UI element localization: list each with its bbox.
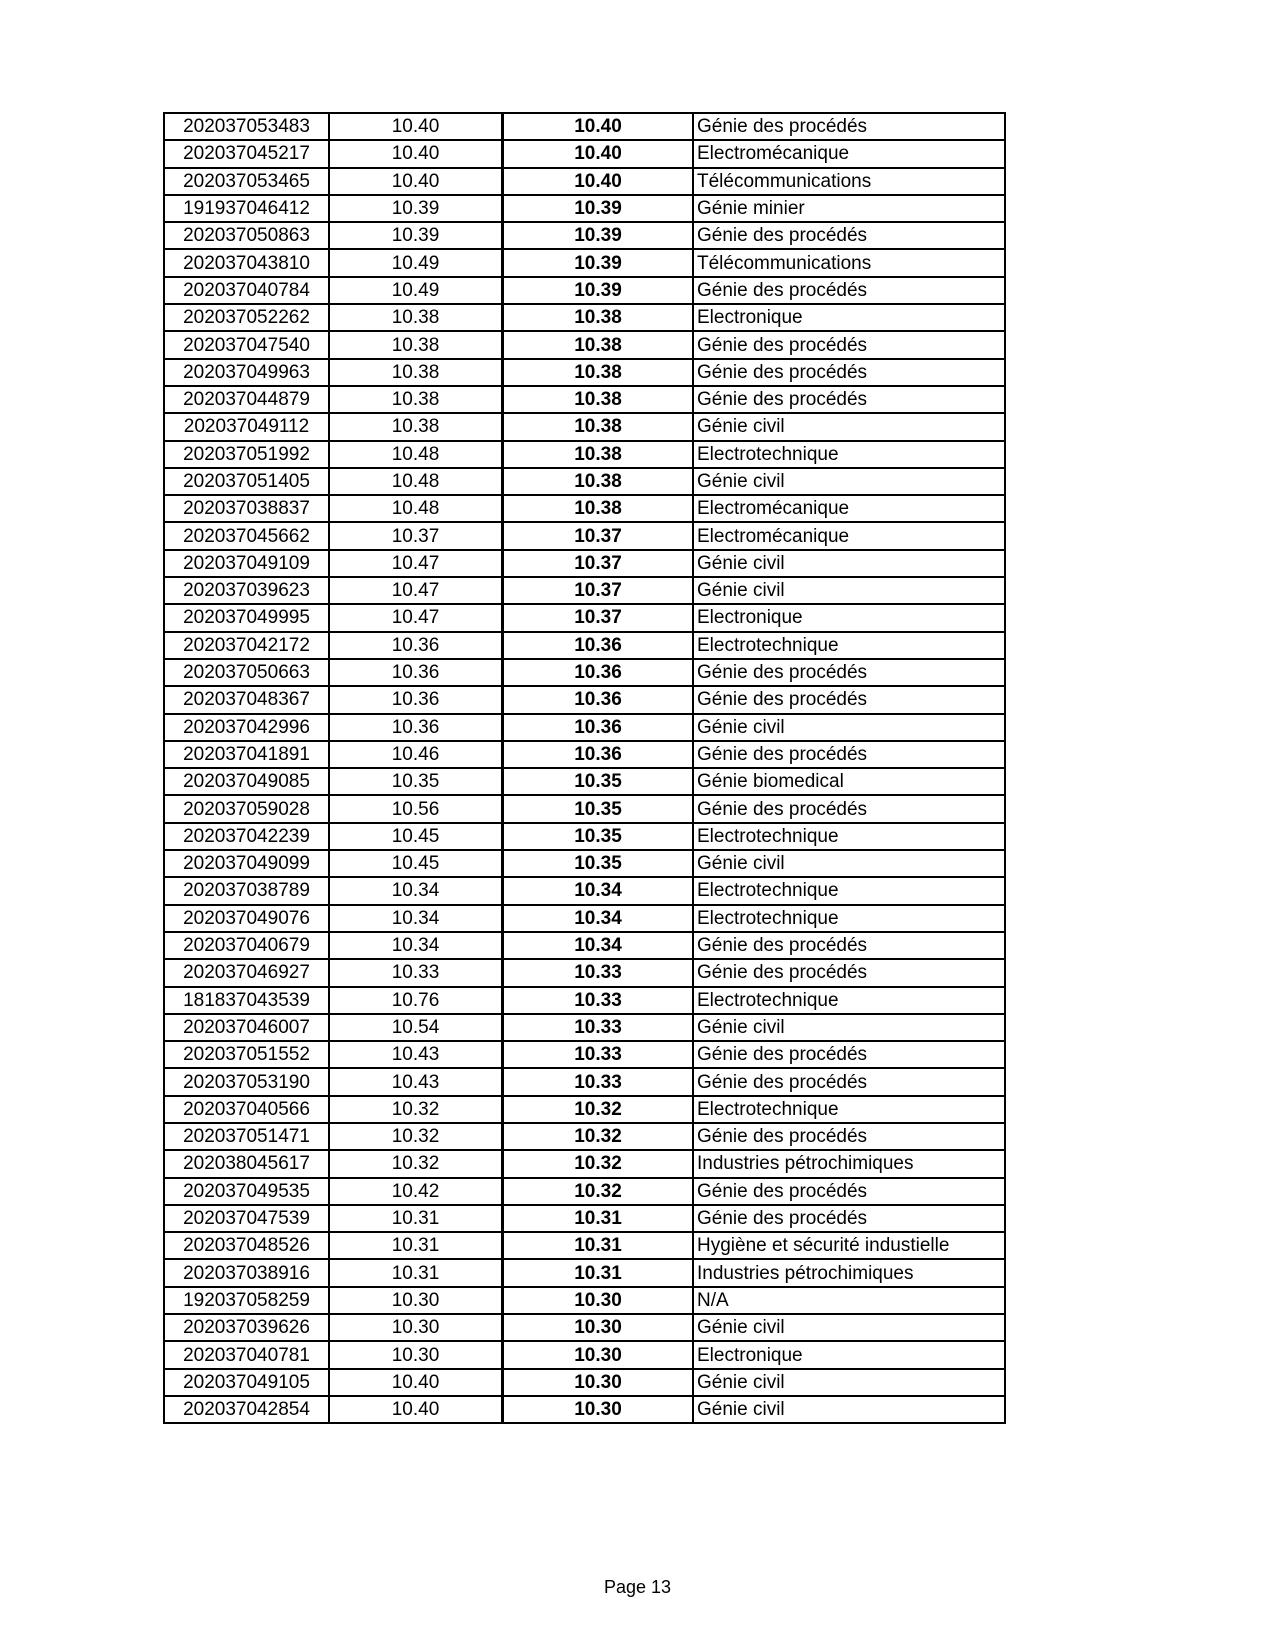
specialty-cell: Génie des procédés <box>693 1068 1005 1095</box>
table-row <box>164 1314 1005 1341</box>
table-row <box>164 877 1005 904</box>
table-row <box>164 1232 1005 1259</box>
raw-score-cell: 10.45 <box>329 850 503 877</box>
final-score-cell: 10.32 <box>503 1178 694 1205</box>
table-row <box>164 359 1005 386</box>
table-row <box>164 932 1005 959</box>
final-score-cell: 10.38 <box>503 413 694 440</box>
student-id-cell: 202037044879 <box>164 386 329 413</box>
specialty-cell: Génie des procédés <box>693 113 1005 140</box>
raw-score-cell: 10.30 <box>329 1314 503 1341</box>
student-id-cell: 202037049112 <box>164 413 329 440</box>
specialty-cell: Electrotechnique <box>693 987 1005 1014</box>
student-id-cell: 181837043539 <box>164 987 329 1014</box>
table-row <box>164 659 1005 686</box>
student-id-cell: 202037045217 <box>164 140 329 167</box>
student-id-cell: 202037043810 <box>164 249 329 276</box>
raw-score-cell: 10.36 <box>329 714 503 741</box>
student-id-cell: 202037051405 <box>164 468 329 495</box>
final-score-cell: 10.33 <box>503 1014 694 1041</box>
specialty-cell: Télécommunications <box>693 168 1005 195</box>
raw-score-cell: 10.36 <box>329 659 503 686</box>
table-row <box>164 795 1005 822</box>
specialty-cell: Génie civil <box>693 577 1005 604</box>
specialty-cell: Electronique <box>693 304 1005 331</box>
student-id-cell: 192037058259 <box>164 1287 329 1314</box>
student-id-cell: 202037042854 <box>164 1396 329 1423</box>
raw-score-cell: 10.56 <box>329 795 503 822</box>
specialty-cell: Génie des procédés <box>693 386 1005 413</box>
table-row <box>164 550 1005 577</box>
raw-score-cell: 10.35 <box>329 768 503 795</box>
final-score-cell: 10.36 <box>503 714 694 741</box>
raw-score-cell: 10.38 <box>329 304 503 331</box>
final-score-cell: 10.40 <box>503 140 694 167</box>
specialty-cell: Génie civil <box>693 1396 1005 1423</box>
specialty-cell: Electrotechnique <box>693 1096 1005 1123</box>
student-id-cell: 202038045617 <box>164 1150 329 1177</box>
table-row <box>164 222 1005 249</box>
raw-score-cell: 10.38 <box>329 359 503 386</box>
table-row <box>164 604 1005 631</box>
raw-score-cell: 10.49 <box>329 249 503 276</box>
student-id-cell: 202037040784 <box>164 277 329 304</box>
student-id-cell: 202037059028 <box>164 795 329 822</box>
student-id-cell: 202037051471 <box>164 1123 329 1150</box>
table-row <box>164 413 1005 440</box>
final-score-cell: 10.39 <box>503 195 694 222</box>
results-table-body <box>164 113 1005 1423</box>
table-row <box>164 686 1005 713</box>
table-row <box>164 905 1005 932</box>
final-score-cell: 10.35 <box>503 768 694 795</box>
raw-score-cell: 10.33 <box>329 959 503 986</box>
student-id-cell: 202037050663 <box>164 659 329 686</box>
specialty-cell: Génie des procédés <box>693 277 1005 304</box>
student-id-cell: 202037049995 <box>164 604 329 631</box>
final-score-cell: 10.33 <box>503 987 694 1014</box>
final-score-cell: 10.38 <box>503 331 694 358</box>
specialty-cell: Génie des procédés <box>693 1123 1005 1150</box>
specialty-cell: Electrotechnique <box>693 877 1005 904</box>
table-row <box>164 577 1005 604</box>
student-id-cell: 202037038789 <box>164 877 329 904</box>
table-row <box>164 1068 1005 1095</box>
raw-score-cell: 10.31 <box>329 1232 503 1259</box>
table-row <box>164 522 1005 549</box>
specialty-cell: Génie des procédés <box>693 1041 1005 1068</box>
final-score-cell: 10.39 <box>503 249 694 276</box>
final-score-cell: 10.38 <box>503 495 694 522</box>
final-score-cell: 10.33 <box>503 959 694 986</box>
final-score-cell: 10.33 <box>503 1041 694 1068</box>
table-row <box>164 468 1005 495</box>
final-score-cell: 10.38 <box>503 359 694 386</box>
final-score-cell: 10.40 <box>503 168 694 195</box>
specialty-cell: N/A <box>693 1287 1005 1314</box>
specialty-cell: Hygiène et sécurité industielle <box>693 1232 1005 1259</box>
raw-score-cell: 10.34 <box>329 932 503 959</box>
final-score-cell: 10.32 <box>503 1096 694 1123</box>
table-row <box>164 1287 1005 1314</box>
table-row <box>164 1041 1005 1068</box>
final-score-cell: 10.30 <box>503 1396 694 1423</box>
raw-score-cell: 10.40 <box>329 1396 503 1423</box>
final-score-cell: 10.34 <box>503 905 694 932</box>
student-id-cell: 202037047540 <box>164 331 329 358</box>
specialty-cell: Electrotechnique <box>693 632 1005 659</box>
table-row <box>164 168 1005 195</box>
final-score-cell: 10.38 <box>503 441 694 468</box>
student-id-cell: 202037046007 <box>164 1014 329 1041</box>
raw-score-cell: 10.40 <box>329 168 503 195</box>
raw-score-cell: 10.47 <box>329 577 503 604</box>
table-row <box>164 959 1005 986</box>
table-row <box>164 1341 1005 1368</box>
final-score-cell: 10.39 <box>503 277 694 304</box>
raw-score-cell: 10.31 <box>329 1205 503 1232</box>
specialty-cell: Electromécanique <box>693 495 1005 522</box>
specialty-cell: Electrotechnique <box>693 905 1005 932</box>
specialty-cell: Génie biomedical <box>693 768 1005 795</box>
raw-score-cell: 10.76 <box>329 987 503 1014</box>
specialty-cell: Electrotechnique <box>693 823 1005 850</box>
raw-score-cell: 10.47 <box>329 550 503 577</box>
table-row <box>164 441 1005 468</box>
specialty-cell: Génie des procédés <box>693 932 1005 959</box>
table-row <box>164 823 1005 850</box>
raw-score-cell: 10.54 <box>329 1014 503 1041</box>
student-id-cell: 202037049535 <box>164 1178 329 1205</box>
student-id-cell: 202037045662 <box>164 522 329 549</box>
final-score-cell: 10.36 <box>503 632 694 659</box>
final-score-cell: 10.30 <box>503 1314 694 1341</box>
raw-score-cell: 10.38 <box>329 386 503 413</box>
student-id-cell: 202037049076 <box>164 905 329 932</box>
specialty-cell: Génie des procédés <box>693 686 1005 713</box>
table-row <box>164 741 1005 768</box>
specialty-cell: Electronique <box>693 604 1005 631</box>
final-score-cell: 10.36 <box>503 741 694 768</box>
table-row <box>164 195 1005 222</box>
raw-score-cell: 10.32 <box>329 1123 503 1150</box>
final-score-cell: 10.32 <box>503 1150 694 1177</box>
raw-score-cell: 10.31 <box>329 1259 503 1286</box>
student-id-cell: 202037049963 <box>164 359 329 386</box>
student-id-cell: 202037053483 <box>164 113 329 140</box>
raw-score-cell: 10.40 <box>329 113 503 140</box>
final-score-cell: 10.35 <box>503 823 694 850</box>
raw-score-cell: 10.43 <box>329 1041 503 1068</box>
student-id-cell: 202037049105 <box>164 1369 329 1396</box>
specialty-cell: Génie civil <box>693 413 1005 440</box>
raw-score-cell: 10.47 <box>329 604 503 631</box>
specialty-cell: Génie des procédés <box>693 1178 1005 1205</box>
table-row <box>164 1014 1005 1041</box>
final-score-cell: 10.40 <box>503 113 694 140</box>
table-row <box>164 1178 1005 1205</box>
specialty-cell: Génie civil <box>693 468 1005 495</box>
results-table-container <box>163 112 1006 1424</box>
specialty-cell: Génie des procédés <box>693 959 1005 986</box>
specialty-cell: Génie civil <box>693 1369 1005 1396</box>
raw-score-cell: 10.46 <box>329 741 503 768</box>
raw-score-cell: 10.43 <box>329 1068 503 1095</box>
student-id-cell: 202037051552 <box>164 1041 329 1068</box>
student-id-cell: 191937046412 <box>164 195 329 222</box>
table-row <box>164 331 1005 358</box>
student-id-cell: 202037038916 <box>164 1259 329 1286</box>
student-id-cell: 202037038837 <box>164 495 329 522</box>
student-id-cell: 202037048526 <box>164 1232 329 1259</box>
raw-score-cell: 10.40 <box>329 140 503 167</box>
table-row <box>164 1150 1005 1177</box>
raw-score-cell: 10.38 <box>329 413 503 440</box>
student-id-cell: 202037040566 <box>164 1096 329 1123</box>
specialty-cell: Electromécanique <box>693 140 1005 167</box>
page-number: Page 13 <box>603 1577 672 1597</box>
final-score-cell: 10.30 <box>503 1369 694 1396</box>
student-id-cell: 202037053465 <box>164 168 329 195</box>
final-score-cell: 10.35 <box>503 795 694 822</box>
specialty-cell: Génie des procédés <box>693 331 1005 358</box>
specialty-cell: Génie des procédés <box>693 795 1005 822</box>
table-row <box>164 1123 1005 1150</box>
raw-score-cell: 10.34 <box>329 877 503 904</box>
table-row <box>164 714 1005 741</box>
specialty-cell: Génie civil <box>693 550 1005 577</box>
specialty-cell: Génie des procédés <box>693 222 1005 249</box>
final-score-cell: 10.34 <box>503 877 694 904</box>
student-id-cell: 202037048367 <box>164 686 329 713</box>
page-footer <box>0 1577 1275 1598</box>
specialty-cell: Génie civil <box>693 1014 1005 1041</box>
final-score-cell: 10.31 <box>503 1205 694 1232</box>
student-id-cell: 202037050863 <box>164 222 329 249</box>
student-id-cell: 202037042239 <box>164 823 329 850</box>
final-score-cell: 10.30 <box>503 1287 694 1314</box>
results-table <box>163 112 1006 1424</box>
raw-score-cell: 10.39 <box>329 222 503 249</box>
student-id-cell: 202037039626 <box>164 1314 329 1341</box>
student-id-cell: 202037049109 <box>164 550 329 577</box>
raw-score-cell: 10.36 <box>329 686 503 713</box>
raw-score-cell: 10.48 <box>329 495 503 522</box>
final-score-cell: 10.31 <box>503 1259 694 1286</box>
specialty-cell: Electronique <box>693 1341 1005 1368</box>
final-score-cell: 10.38 <box>503 386 694 413</box>
raw-score-cell: 10.45 <box>329 823 503 850</box>
final-score-cell: 10.35 <box>503 850 694 877</box>
final-score-cell: 10.37 <box>503 550 694 577</box>
student-id-cell: 202037052262 <box>164 304 329 331</box>
final-score-cell: 10.36 <box>503 659 694 686</box>
raw-score-cell: 10.36 <box>329 632 503 659</box>
specialty-cell: Génie des procédés <box>693 659 1005 686</box>
table-row <box>164 1396 1005 1423</box>
raw-score-cell: 10.38 <box>329 331 503 358</box>
raw-score-cell: 10.30 <box>329 1341 503 1368</box>
raw-score-cell: 10.32 <box>329 1096 503 1123</box>
table-row <box>164 850 1005 877</box>
table-row <box>164 304 1005 331</box>
final-score-cell: 10.38 <box>503 468 694 495</box>
table-row <box>164 1369 1005 1396</box>
specialty-cell: Télécommunications <box>693 249 1005 276</box>
table-row <box>164 113 1005 140</box>
student-id-cell: 202037040781 <box>164 1341 329 1368</box>
final-score-cell: 10.31 <box>503 1232 694 1259</box>
table-row <box>164 277 1005 304</box>
table-row <box>164 768 1005 795</box>
final-score-cell: 10.39 <box>503 222 694 249</box>
final-score-cell: 10.38 <box>503 304 694 331</box>
specialty-cell: Industries pétrochimiques <box>693 1150 1005 1177</box>
table-row <box>164 495 1005 522</box>
final-score-cell: 10.37 <box>503 522 694 549</box>
final-score-cell: 10.37 <box>503 577 694 604</box>
specialty-cell: Electrotechnique <box>693 441 1005 468</box>
student-id-cell: 202037049085 <box>164 768 329 795</box>
final-score-cell: 10.37 <box>503 604 694 631</box>
student-id-cell: 202037042172 <box>164 632 329 659</box>
specialty-cell: Génie minier <box>693 195 1005 222</box>
specialty-cell: Génie des procédés <box>693 359 1005 386</box>
student-id-cell: 202037051992 <box>164 441 329 468</box>
table-row <box>164 386 1005 413</box>
student-id-cell: 202037053190 <box>164 1068 329 1095</box>
table-row <box>164 249 1005 276</box>
raw-score-cell: 10.34 <box>329 905 503 932</box>
final-score-cell: 10.34 <box>503 932 694 959</box>
specialty-cell: Génie civil <box>693 850 1005 877</box>
table-row <box>164 140 1005 167</box>
table-row <box>164 1096 1005 1123</box>
specialty-cell: Génie des procédés <box>693 741 1005 768</box>
raw-score-cell: 10.49 <box>329 277 503 304</box>
table-row <box>164 632 1005 659</box>
specialty-cell: Electromécanique <box>693 522 1005 549</box>
student-id-cell: 202037039623 <box>164 577 329 604</box>
final-score-cell: 10.32 <box>503 1123 694 1150</box>
table-row <box>164 1205 1005 1232</box>
specialty-cell: Génie des procédés <box>693 1205 1005 1232</box>
table-row <box>164 987 1005 1014</box>
raw-score-cell: 10.37 <box>329 522 503 549</box>
raw-score-cell: 10.48 <box>329 441 503 468</box>
raw-score-cell: 10.42 <box>329 1178 503 1205</box>
student-id-cell: 202037047539 <box>164 1205 329 1232</box>
raw-score-cell: 10.30 <box>329 1287 503 1314</box>
specialty-cell: Génie civil <box>693 1314 1005 1341</box>
student-id-cell: 202037042996 <box>164 714 329 741</box>
student-id-cell: 202037040679 <box>164 932 329 959</box>
raw-score-cell: 10.32 <box>329 1150 503 1177</box>
table-row <box>164 1259 1005 1286</box>
raw-score-cell: 10.40 <box>329 1369 503 1396</box>
raw-score-cell: 10.39 <box>329 195 503 222</box>
specialty-cell: Génie civil <box>693 714 1005 741</box>
final-score-cell: 10.30 <box>503 1341 694 1368</box>
student-id-cell: 202037041891 <box>164 741 329 768</box>
final-score-cell: 10.36 <box>503 686 694 713</box>
specialty-cell: Industries pétrochimiques <box>693 1259 1005 1286</box>
final-score-cell: 10.33 <box>503 1068 694 1095</box>
raw-score-cell: 10.48 <box>329 468 503 495</box>
student-id-cell: 202037049099 <box>164 850 329 877</box>
student-id-cell: 202037046927 <box>164 959 329 986</box>
